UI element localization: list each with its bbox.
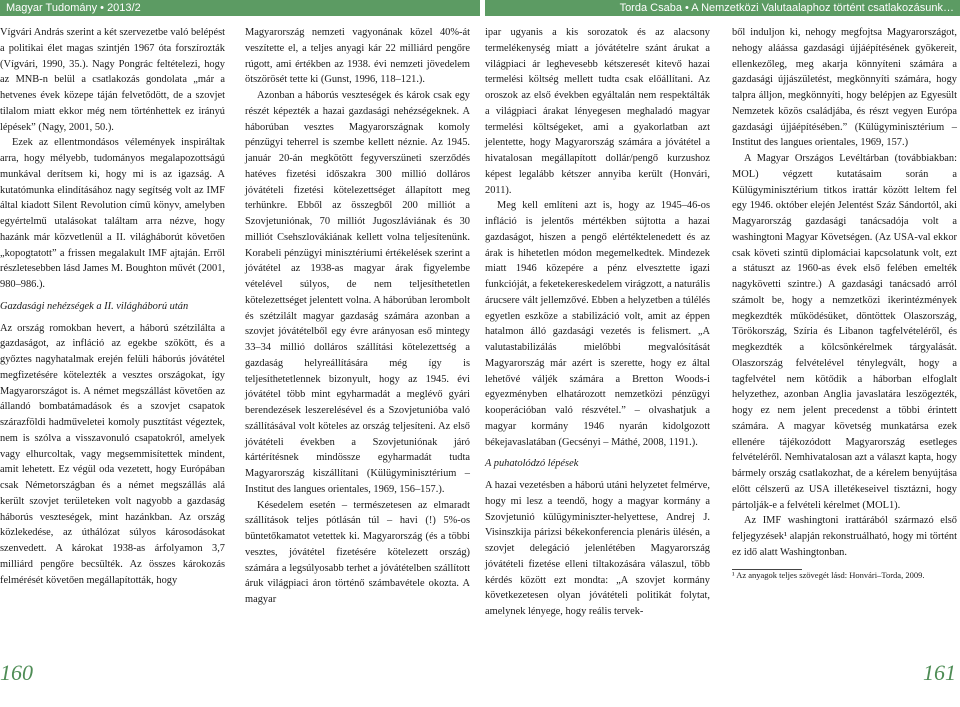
page-number-right: 161 [923, 660, 956, 685]
page-number-left: 160 [0, 660, 33, 685]
paragraph: Meg kell említeni azt is, hogy az 1945–46-os infláció is jelentős mértékben sújtotta a hazai gazdaságot, hiszen a pengő elértéktelenedett és az árak is hihetetlen módon megemelkedtek. Mindezek miatt 1946 közepére a pénz elvesztette igazi funkcióját, a feketekereskedelem virágzott, a naturális árucsere vált jellemzővé. Ebben a helyzetben a túlélés egyetlen eszköze a stabilizáció volt, amit az éppen hatalmon álló gazdasági vezetés is felismert. „A valutastabilizálás mielőbbi megvalósítását Magyarország már azért is szerette, hogy ez által lehetővé váljék számára a Bretton Woods-i egyezményben elhatározott nemzetközi pénzügyi kooperációban való részvétel.” – olvashatjuk a magyar kormány 1946 nyarán kidolgozott békejavaslatában (Gecsényi – Máthé, 2008, 1191.). [485, 200, 710, 448]
paragraph: Késedelem esetén – természetesen az elmaradt szállítások teljes pótlásán túl – havi (!) 5%-os büntetőkamatot vetettek ki. Magyarország (és a többi vesztes, jóvátétel fizetésére kötelezett ország) számára a legsúlyosabb terhet a jóvátételben szállított áruk világpiaci áron történő számbavétele okozta. A magyar [245, 499, 470, 605]
running-header-left: Magyar Tudomány • 2013/2 [0, 0, 480, 16]
section-subheading: Gazdasági nehézségek a II. világháború után [0, 300, 189, 312]
paragraph: Magyarország nemzeti vagyonának közel 40%-át veszítette el, a teljes anyagi kár 22 milliárd pengőre rúgott, ami értékben az 1938. évi nemzeti jövedelem ötszörösét tette ki (Gunst, 1996, 118–121.). [245, 27, 470, 86]
text-column-2 [245, 25, 470, 608]
text-column-4 [732, 25, 957, 581]
paragraph: Ezek az ellentmondásos vélemények inspiráltak arra, hogy mélyebb, tudományos megalapozottságú munkával derítsem ki, hogy mi is az igazság. A kutatómunka elindításához nagy segítség volt az IMF által kiadott Silent Revolution című könyv, amelyben egyértelmű utalásokat találtam arra nézve, hogy hazánk már közvetlenül a II. világháborút követően „kopogtatott” a frissen megalakult IMF ajtaján. Erről részletesebben lásd James M. Boughton művét (2001, 980–986.). [0, 137, 225, 290]
paragraph: Az IMF washingtoni irattárából származó első feljegyzések¹ alapján rekonstruálható, hogy mi történt ez idő alatt Washingtonban. [732, 515, 957, 558]
paragraph: Vígvári András szerint a két szervezetbe való belépést a politikai élet magas szintjén 1967 óta forszírozták (Vígvári, 1990, 35.). Nagy Pongrác feltételezi, hogy az MNB-n belül a csatlakozás gondolata „már a hetvenes évek közepe táján felvetődött, de a szovjet tilalom miatt ekkor még nem történhettek ez irányú lépések” (Nagy, 2001, 50.). [0, 27, 225, 133]
footnote: ¹ Az anyagok teljes szövegét lásd: Honvári–Torda, 2009. [732, 569, 925, 580]
text-column-3 [485, 25, 710, 620]
paragraph: Azonban a háborús veszteségek és károk csak egy részét képezték a hazai gazdasági nehézségeknek. A háborúban vesztes Magyarországnak komoly pénzügyi teherrel is szembe kellett néznie. Az 1945. január 20-án megkötött fegyverszüneti szerződés hatéves fizetési időszakra 300 millió dolláros jóvátételi fizetési kötelezettséget állapított meg terhünkre. Ebből az összegből 200 milliót a Szovjetuniónak, 70 milliót Jugoszláviának és 30 milliót Csehszlovákiának kellett volna teljesítenünk. Korabeli pénzügyi minisztériumi értékelések szerint a jóvátétel az 1938-as magyar árak figyelembe vételével súlyos, de nem teljesíthetetlen kötelezettséget jelentett volna. A háborúban lerombolt és szétzilált magyar gazdaság számára azonban a szovjet jóvátételből egy évre arányosan eső mintegy 33–34 millió dolláros szállítási kötelezettség a gazdaság helyreállítására még így is teljesíthetetlennek bizonyult, hogy az 1945. évi jóvátétel több mint egyharmadát a meglévő gyári berendezések leszerelésével és a Szovjetunióba való szállításával volt köteles az ország teljesíteni. Az első jóvátételi években a Szovjetuniónak járó kártérítésnek mindössze egyharmadát tudta Magyarország kiszállítani (Külügyminisztérium – Institut des langues orientales, 1969, 156–157.). [245, 90, 470, 495]
running-header-right: Torda Csaba • A Nemzetközi Valutaalaphoz történt csatlakozásunk… [485, 0, 960, 16]
paragraph: A Magyar Országos Levéltárban (továbbiakban: MOL) végzett kutatásaim során a Külügyminisztérium titkos irattár között leltem fel egy 1946. október elején Jelentést Száz Sándortól, aki Magyarország gazdasági tanácsadója volt a washingtoni Magyar Követségen. (Az USA-val ekkor csak követi szintű diplomáciai kapcsolatunk volt, ezt a státuszt az 1960-as évek első felében emelték nagykövetti szintre.) A gazdasági tanácsadó arról számolt be, hogy a nemzetközi ikerintézmények megkezdték működésüket, döntöttek Olaszország, Törökország, Szíria és Libanon tagfelvételéről, és megkezdték a kölcsönkérelmek tárgyalását. Olaszország felvételével ténylegvált, hogy a tagfelvétel nem kötődik a háborban elfoglalt helyzethez, azonban Anglia javaslatára leszögezték, hogy ez nem jelent precedenst a többi érintett számára. A magyar követség munkatársa ezek ellenére tájékozódott Magyarország esetleges felvételéről. Nemhivatalosan azt a választ kapta, hogy bármely ország csatlakozhat, de a kérelem benyújtása előtt célszerű az USA illetékeseivel tisztázni, hogy pártolják-e a felvételi kérelmet (MOL1). [732, 153, 957, 511]
text-column-1 [0, 25, 225, 588]
paragraph: ipar ugyanis a kis sorozatok és az alacsony termelékenység miatt a jóvátételre szánt árukat a világpiaci ár leghevesebb kétszeresét kitevő hazai termelési költség mellett tudta csak előállítani. Az oroszok az első években egyáltalán nem respektálták a világpiaci árakat lényegesen meghaladó magyar termelési költségeket, ami a gyakorlatban azt jelentette, hogy Magyarország számára a jóvátétel a hivatalosan megállapított dollár/pengő kurzushoz képest legalább kétszer annyiba került (Honvári, 2011). [485, 27, 710, 196]
paragraph: Az ország romokban hevert, a háború szétzilálta a gazdaságot, az infláció az egekbe szökött, és a győztes nagyhatalmak erején felüli háborús jóvátétel megfizetésére kötelezték a vesztes országokat, így Magyarországot is. A német megszállást követően az állandó bombatámadások és a szovjet csapatok szárazföldi hadműveletei komoly pusztítást végeztek, nem is szólva a visszavonuló csapatokról, amelyek vagy elhurcoltak, vagy megsemmisítettek mindent, amit lehetett. Ez végül oda vezetett, hogy Európában csak Németországban és a német megszállás alá került szovjet területeken volt nagyobb a gazdaság háborús veszteségek, mint hazánkban. Az ország közlekedése, az úthálózat súlyos károsodásokat szenvedett. A károkat 1938-as árfolyamon 3,7 milliárd pengőre becsülték. Az összes károkozás felmérését követően megállapították, hogy [0, 322, 225, 586]
paragraph: ből induljon ki, nehogy megfojtsa Magyarországot, nehogy aláássa gazdasági újjáépítésének gyökereit, ellenkezőleg, meg akarja könnyíteni számára a gazdasági újjászületést, megkönnyíti számára, hogy talpra álljon, megkönnyíti, hogy belépjen az Egyesült Nemzetek közös családjába, és részt vegyen Európa gazdasági újjáépítésében.” (Külügyminisztérium – Institut des langues orientales, 1969, 157.) [732, 27, 957, 149]
section-subheading: A puhatolódzó lépések [485, 458, 579, 470]
paragraph: A hazai vezetésben a háború utáni helyzetet felmérve, hogy mi lesz a teendő, hogy a magyar kormány a Szovjetunió külügyminiszter-helyettese, Andrej J. Visinszkija párizsi békekonferencia plenáris ülésén, a szovjet delegáció jelenlétében Magyarország jóvátételi fizetése elleni tiltakozására válaszul, több kérdés között ezt mondta: „A szovjet kormány következetesen olyan jóvátételi politikát folytat, amelynek lényege, hogy reális tervek- [485, 480, 710, 617]
